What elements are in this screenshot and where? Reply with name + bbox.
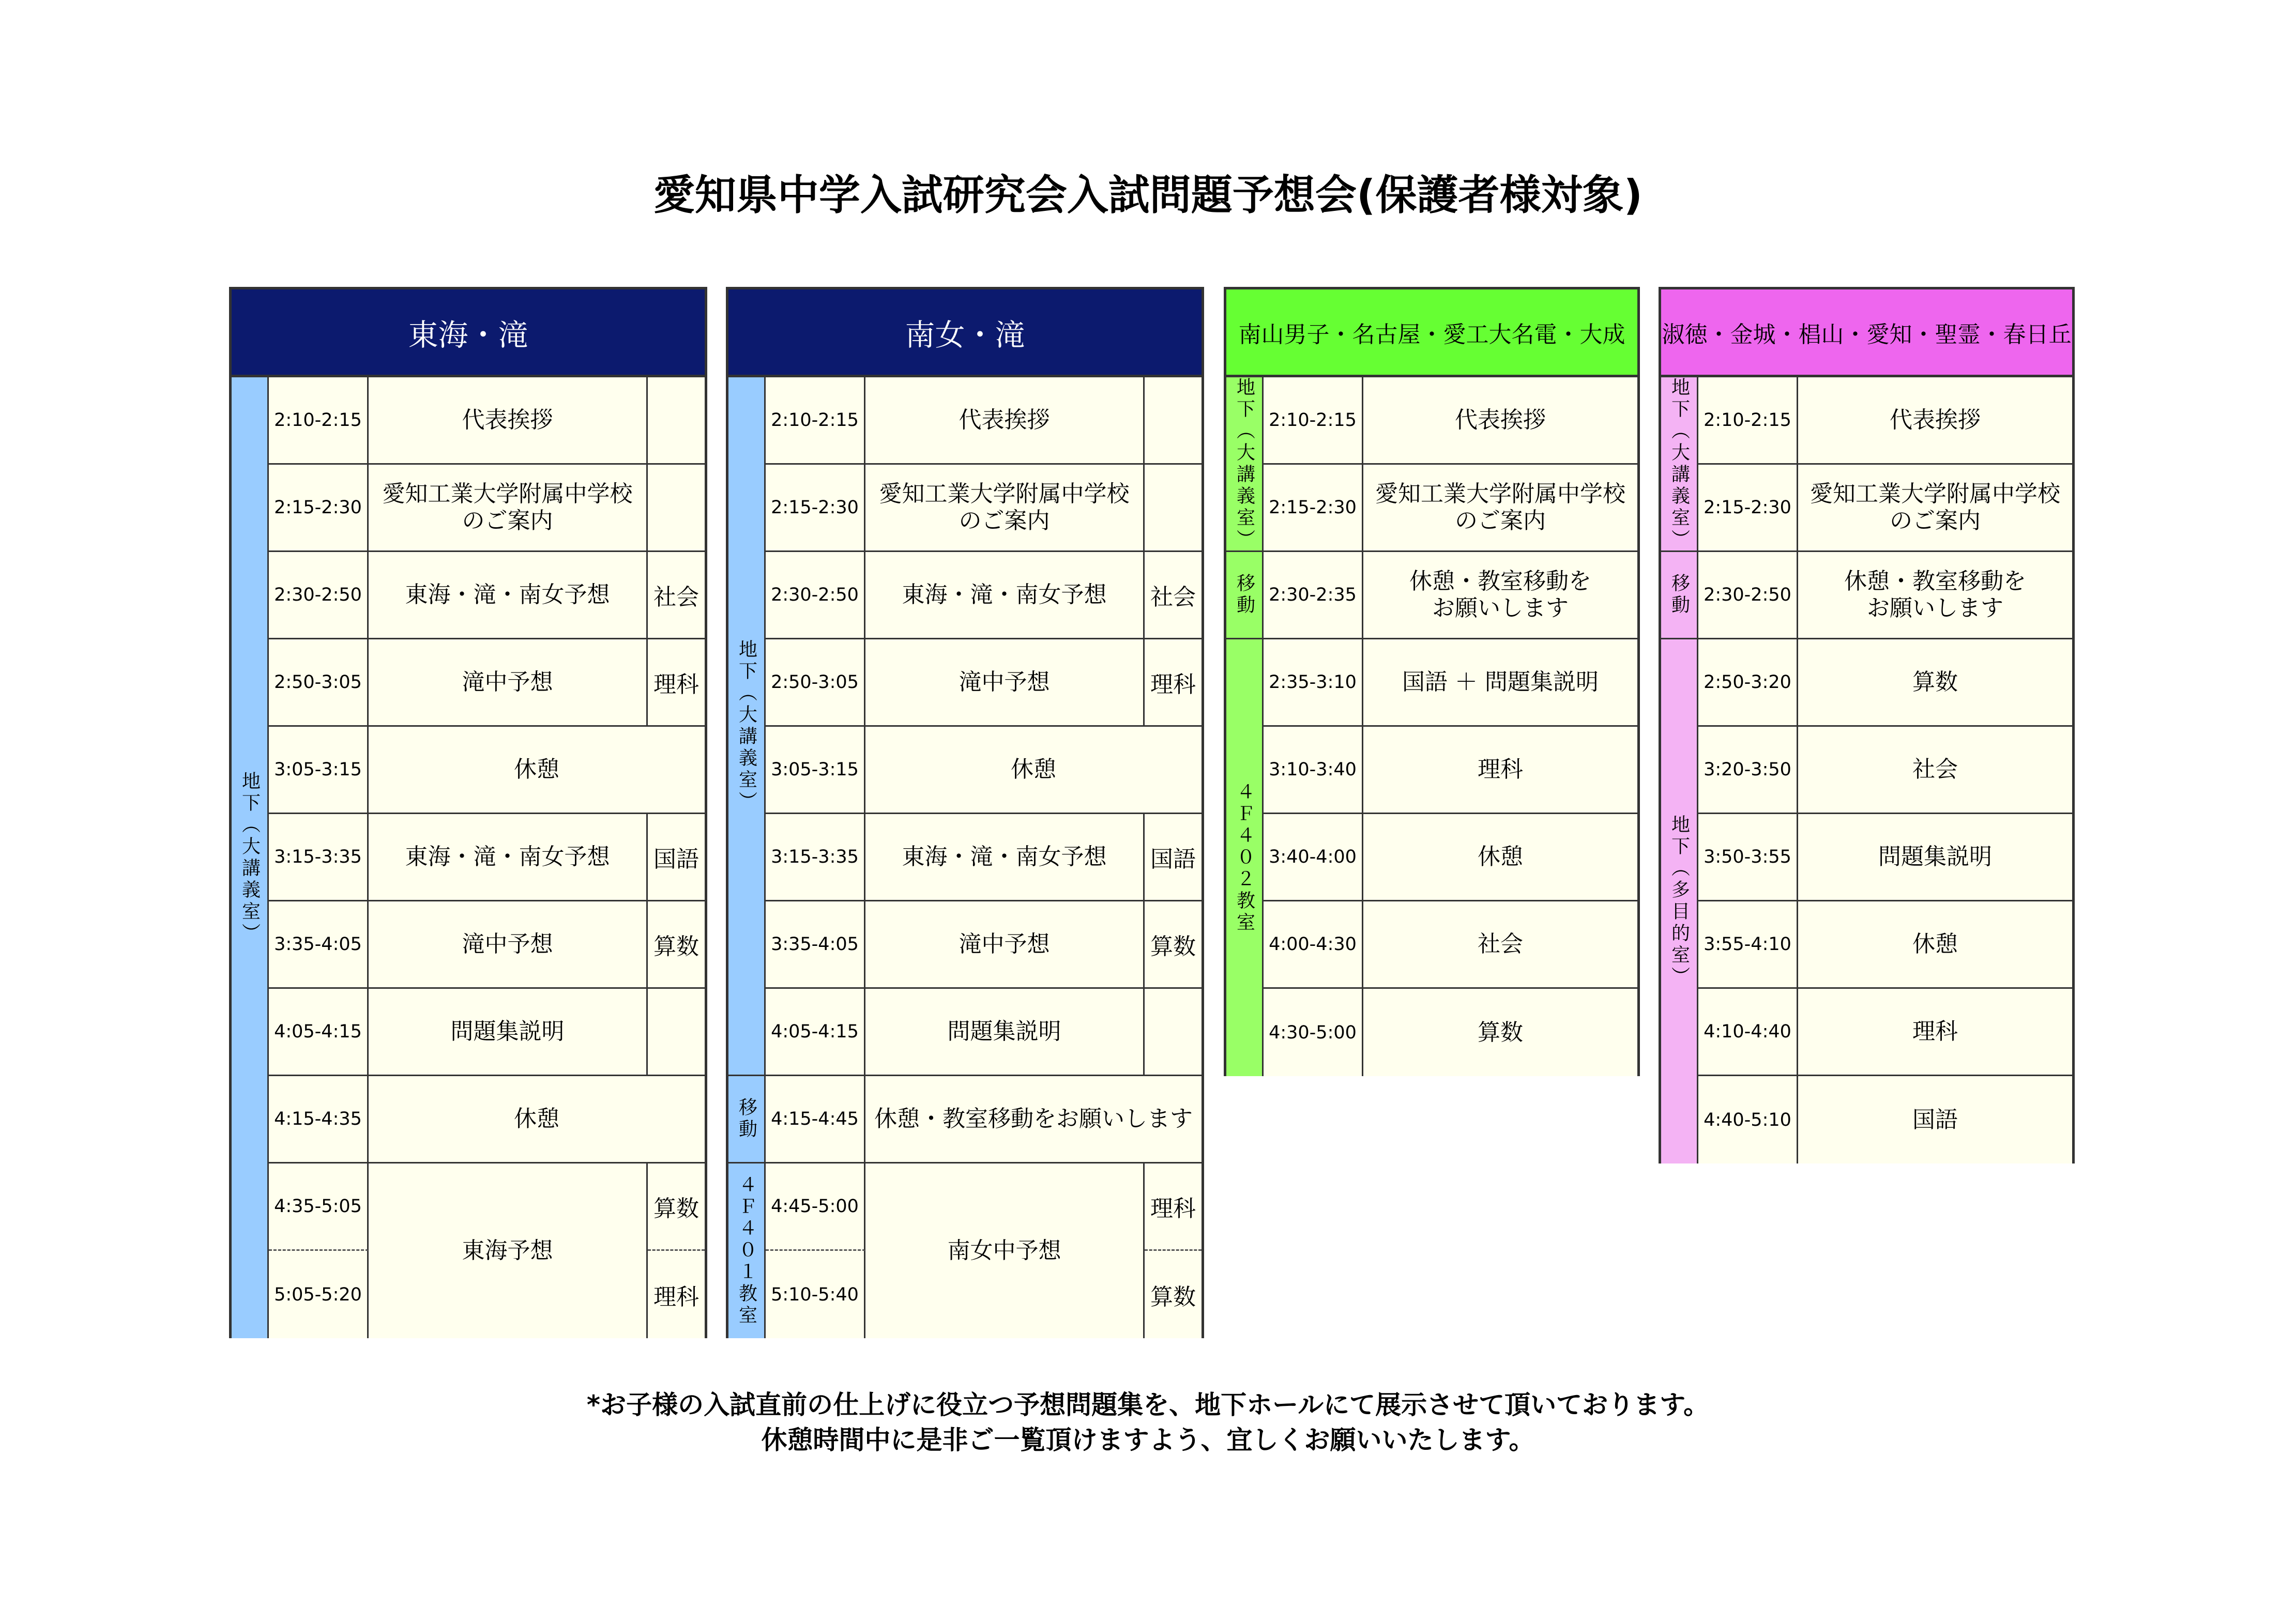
time-slot: 2:15-2:30 <box>269 465 369 552</box>
time-slot: 2:30-2:35 <box>1264 552 1363 639</box>
subject-cell: 算数 <box>648 901 705 989</box>
activity-cell: 滝中予想 <box>369 639 648 727</box>
subject-cell: 国語 <box>648 814 705 901</box>
subject-cell: 理科 <box>648 1251 705 1338</box>
schedule-table-nanzan-group <box>1224 287 1640 1076</box>
activity-cell: 東海・滝・南女予想 <box>865 814 1145 901</box>
time-slot: 3:05-3:15 <box>766 727 865 814</box>
time-slot: 2:15-2:30 <box>1698 465 1798 552</box>
activity-cell: 休憩・教室移動を お願いします <box>1798 552 2072 639</box>
subject-cell: 算数 <box>1145 1251 1202 1338</box>
subject-cell: 算数 <box>1145 901 1202 989</box>
activity-cell: 国語 ＋ 問題集説明 <box>1363 639 1637 727</box>
room-label <box>1226 639 1264 1076</box>
time-slot: 4:40-5:10 <box>1698 1076 1798 1163</box>
time-slot: 4:15-4:35 <box>269 1076 369 1163</box>
time-slot: 3:35-4:05 <box>269 901 369 989</box>
activity-cell: 休憩 <box>1798 901 2072 989</box>
activity-cell: 代表挨拶 <box>1798 377 2072 465</box>
room-label <box>1226 552 1264 639</box>
activity-cell: 社会 <box>1363 901 1637 989</box>
activity-cell: 算数 <box>1363 989 1637 1076</box>
time-slot: 2:50-3:20 <box>1698 639 1798 727</box>
room-text: 移動 <box>1668 573 1690 617</box>
activity-cell: 国語 <box>1798 1076 2072 1163</box>
time-slot: 2:10-2:15 <box>1264 377 1363 465</box>
time-slot: 4:05-4:15 <box>269 989 369 1076</box>
time-slot: 4:05-4:15 <box>766 989 865 1076</box>
room-label <box>1661 552 1698 639</box>
schedule-table-shukutoku-group <box>1659 287 2075 1163</box>
footer-note-1: *お子様の入試直前の仕上げに役立つ予想問題集を、地下ホールにて展示させて頂いております。 <box>586 1390 1710 1420</box>
schedule-header: 東海・滝 <box>232 289 705 377</box>
subject-cell: 理科 <box>1145 639 1202 727</box>
time-slot: 2:15-2:30 <box>1264 465 1363 552</box>
subject-cell: 社会 <box>648 552 705 639</box>
room-label <box>1661 377 1698 552</box>
subject-cell: 国語 <box>1145 814 1202 901</box>
time-slot: 3:20-3:50 <box>1698 727 1798 814</box>
time-slot: 3:05-3:15 <box>269 727 369 814</box>
subject-cell: 理科 <box>648 639 705 727</box>
footer-note-2: 休憩時間中に是非ご一覧頂けますよう、宜しくお願いいたします。 <box>761 1425 1535 1455</box>
time-slot: 2:10-2:15 <box>766 377 865 465</box>
subject-cell <box>648 377 705 465</box>
time-slot: 2:35-3:10 <box>1264 639 1363 727</box>
activity-cell: 滝中予想 <box>865 901 1145 989</box>
activity-cell: 代表挨拶 <box>865 377 1145 465</box>
schedule-table-tokai-taki <box>229 287 707 1338</box>
time-slot: 4:15-4:45 <box>766 1076 865 1163</box>
room-text: 地下（大講義室） <box>239 771 261 945</box>
subject-cell: 算数 <box>648 1163 705 1251</box>
subject-cell: 理科 <box>1145 1163 1202 1251</box>
time-slot: 2:50-3:05 <box>766 639 865 727</box>
time-slot: 2:30-2:50 <box>766 552 865 639</box>
activity-cell: 理科 <box>1363 727 1637 814</box>
room-text: 移動 <box>1234 573 1255 617</box>
room-label <box>728 1163 766 1338</box>
room-text: 地下（大講義室） <box>1668 377 1690 551</box>
activity-cell: 休憩 <box>1363 814 1637 901</box>
time-slot: 4:35-5:05 <box>269 1163 369 1251</box>
subject-cell <box>1145 465 1202 552</box>
time-slot: 5:10-5:40 <box>766 1251 865 1338</box>
activity-cell: 理科 <box>1798 989 2072 1076</box>
room-text: ４Ｆ４０２教室 <box>1234 782 1255 934</box>
activity-cell: 愛知工業大学附属中学校 のご案内 <box>369 465 648 552</box>
activity-cell: 滝中予想 <box>865 639 1145 727</box>
room-text: 地下（大講義室） <box>736 639 757 813</box>
activity-cell: 社会 <box>1798 727 2072 814</box>
activity-cell: 問題集説明 <box>369 989 648 1076</box>
activity-cell: 算数 <box>1798 639 2072 727</box>
schedule-header: 南山男子・名古屋・愛工大名電・大成 <box>1226 289 1637 377</box>
activity-cell: 代表挨拶 <box>1363 377 1637 465</box>
time-slot: 2:10-2:15 <box>1698 377 1798 465</box>
time-slot: 5:05-5:20 <box>269 1251 369 1338</box>
activity-cell: 休憩 <box>369 1076 705 1163</box>
room-label <box>728 1076 766 1163</box>
subject-cell: 社会 <box>1145 552 1202 639</box>
time-slot: 3:15-3:35 <box>269 814 369 901</box>
time-slot: 2:30-2:50 <box>269 552 369 639</box>
time-slot: 2:15-2:30 <box>766 465 865 552</box>
time-slot: 4:30-5:00 <box>1264 989 1363 1076</box>
time-slot: 3:40-4:00 <box>1264 814 1363 901</box>
schedule-table-nanjo-taki <box>726 287 1204 1338</box>
activity-cell: 休憩・教室移動をお願いします <box>865 1076 1202 1163</box>
time-slot: 3:55-4:10 <box>1698 901 1798 989</box>
room-label <box>728 377 766 1076</box>
time-slot: 3:50-3:55 <box>1698 814 1798 901</box>
activity-cell: 代表挨拶 <box>369 377 648 465</box>
activity-cell: 東海予想 <box>369 1163 648 1338</box>
room-label <box>1226 377 1264 552</box>
room-label <box>1661 639 1698 1163</box>
page-title: 愛知県中学入試研究会入試問題予想会(保護者様対象) <box>653 171 1643 219</box>
time-slot: 4:00-4:30 <box>1264 901 1363 989</box>
room-label <box>232 377 269 1338</box>
room-text: ４Ｆ４０１教室 <box>736 1175 757 1327</box>
activity-cell: 愛知工業大学附属中学校 のご案内 <box>1798 465 2072 552</box>
schedule-header: 淑徳・金城・椙山・愛知・聖霊・春日丘 <box>1661 289 2072 377</box>
subject-cell <box>648 465 705 552</box>
activity-cell: 南女中予想 <box>865 1163 1145 1338</box>
time-slot: 2:10-2:15 <box>269 377 369 465</box>
time-slot: 3:35-4:05 <box>766 901 865 989</box>
activity-cell: 東海・滝・南女予想 <box>369 814 648 901</box>
time-slot: 2:30-2:50 <box>1698 552 1798 639</box>
activity-cell: 休憩 <box>865 727 1202 814</box>
activity-cell: 愛知工業大学附属中学校 のご案内 <box>865 465 1145 552</box>
subject-cell <box>1145 377 1202 465</box>
room-text: 移動 <box>736 1097 757 1141</box>
activity-cell: 東海・滝・南女予想 <box>865 552 1145 639</box>
subject-cell <box>1145 989 1202 1076</box>
subject-cell <box>648 989 705 1076</box>
time-slot: 3:10-3:40 <box>1264 727 1363 814</box>
time-slot: 3:15-3:35 <box>766 814 865 901</box>
time-slot: 2:50-3:05 <box>269 639 369 727</box>
room-text: 地下（大講義室） <box>1234 377 1255 551</box>
activity-cell: 東海・滝・南女予想 <box>369 552 648 639</box>
activity-cell: 問題集説明 <box>865 989 1145 1076</box>
activity-cell: 休憩・教室移動を お願いします <box>1363 552 1637 639</box>
activity-cell: 休憩 <box>369 727 705 814</box>
room-text: 地下（多目的室） <box>1668 815 1690 988</box>
activity-cell: 問題集説明 <box>1798 814 2072 901</box>
time-slot: 4:10-4:40 <box>1698 989 1798 1076</box>
activity-cell: 愛知工業大学附属中学校 のご案内 <box>1363 465 1637 552</box>
time-slot: 4:45-5:00 <box>766 1163 865 1251</box>
activity-cell: 滝中予想 <box>369 901 648 989</box>
schedule-header: 南女・滝 <box>728 289 1202 377</box>
